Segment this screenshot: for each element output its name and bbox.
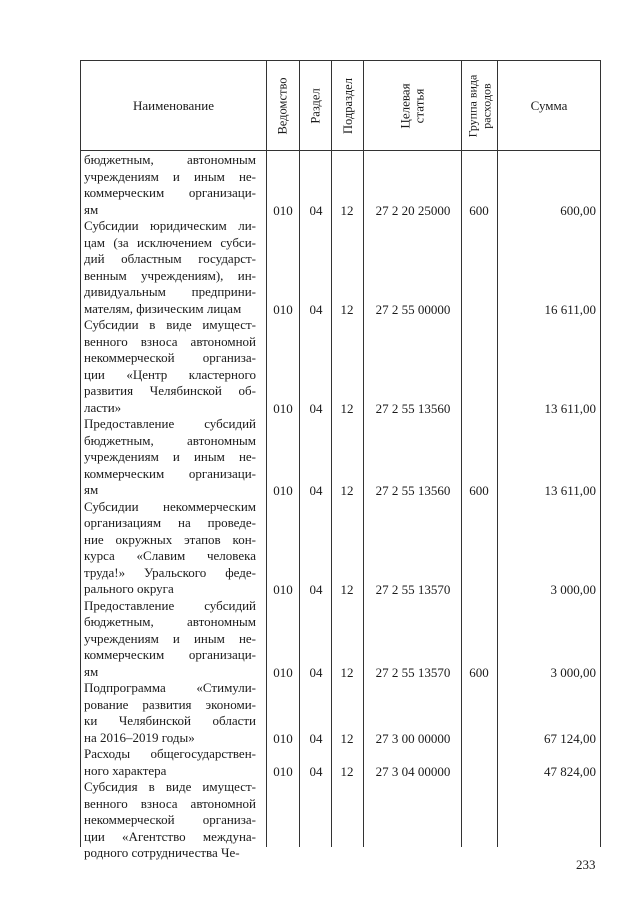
row-razdel: 04 xyxy=(309,483,323,498)
row-name-line: ции «Агентство междуна- xyxy=(84,828,256,844)
row-vedomstvo: 010 xyxy=(273,202,293,218)
column-divider xyxy=(600,60,601,847)
row-name xyxy=(84,598,256,681)
header-razdel-label: Раздел xyxy=(308,87,323,124)
header-podrazdel-label: Подраздел xyxy=(340,77,355,134)
row-razdel: 04 xyxy=(309,400,323,416)
row-name-line: рование развития экономи- xyxy=(84,696,256,712)
row-name-line: Предоставление субсидий xyxy=(84,597,256,613)
row-name-line: коммерческим организаци- xyxy=(84,465,256,481)
row-name-line: рального округа xyxy=(84,581,174,596)
row-razdel: 04 xyxy=(309,301,323,317)
header-gruppa xyxy=(462,61,497,150)
row-summa: 67 124,00 xyxy=(544,730,596,746)
row-vedomstvo: 010 xyxy=(273,582,293,597)
column-divider xyxy=(363,60,364,847)
row-gruppa: 600 xyxy=(469,664,489,680)
row-podrazdel: 12 xyxy=(340,664,354,680)
row-summa: 3 000,00 xyxy=(550,582,596,597)
header-celevaya xyxy=(364,61,461,150)
row-name-line: учреждениям и иным не- xyxy=(84,449,256,464)
header-podrazdel xyxy=(332,61,363,150)
row-name-line: некоммерческой организа- xyxy=(84,812,256,827)
row-gruppa: 600 xyxy=(469,202,489,218)
row-name-line: организациям на проведе- xyxy=(84,515,256,530)
header-vedomstvo-label: Ведомство xyxy=(276,76,290,135)
row-summa: 16 611,00 xyxy=(544,301,596,317)
header-gruppa-line: расходов xyxy=(479,82,494,129)
row-name-line: Подпрограмма «Стимули- xyxy=(84,680,256,695)
row-podrazdel: 12 xyxy=(340,301,354,317)
row-name-line: некоммерческой организа- xyxy=(84,350,256,365)
row-name-line: венного взноса автономной xyxy=(84,333,256,349)
header-name: Наименование xyxy=(133,98,214,113)
header-bottom-border xyxy=(80,150,600,151)
column-divider xyxy=(331,60,332,847)
row-podrazdel: 12 xyxy=(340,730,354,746)
row-name-line: мателям, физическим лицам xyxy=(84,300,242,316)
row-name-line: бюджетным, автономным xyxy=(84,432,256,448)
row-name-line: Предоставление субсидий xyxy=(84,416,256,431)
row-vedomstvo: 010 xyxy=(273,400,293,416)
row-podrazdel: 12 xyxy=(340,400,354,416)
row-celevaya: 27 2 20 25000 xyxy=(375,202,451,218)
header-gruppa-line: Группа вида xyxy=(465,74,480,137)
row-name-line: бюджетным, автономным xyxy=(84,614,256,629)
column-divider xyxy=(80,60,81,847)
row-celevaya: 27 3 04 00000 xyxy=(375,763,451,779)
row-summa: 47 824,00 xyxy=(544,763,596,779)
row-name-line: бюджетным, автономным xyxy=(84,152,256,167)
row-celevaya: 27 2 55 13570 xyxy=(375,582,451,597)
row-summa: 3 000,00 xyxy=(550,664,596,680)
row-name-line: Субсидия в виде имущест- xyxy=(84,779,256,794)
row-name-line: коммерческим организаци- xyxy=(84,647,256,662)
row-vedomstvo: 010 xyxy=(273,301,293,317)
header-gruppa-label xyxy=(466,74,494,137)
row-celevaya: 27 2 55 00000 xyxy=(375,301,451,317)
row-summa: 13 611,00 xyxy=(544,400,596,416)
row-name-line: учреждениям и иным не- xyxy=(84,168,256,184)
row-name-line: ям xyxy=(84,663,99,679)
row-podrazdel: 12 xyxy=(340,763,354,779)
header-summa: Сумма xyxy=(530,98,568,113)
row-name-line: Расходы общегосударствен- xyxy=(84,746,256,761)
row-name xyxy=(84,416,256,499)
row-name-line: ного характера xyxy=(84,762,167,778)
row-razdel: 04 xyxy=(309,202,323,218)
row-gruppa: 600 xyxy=(469,483,489,498)
row-name-line: родного сотрудничества Че- xyxy=(84,845,240,860)
row-razdel: 04 xyxy=(309,664,323,680)
row-name-line: дий областным государст- xyxy=(84,251,256,266)
column-divider xyxy=(461,60,462,847)
row-name-line: дивидуальным предприни- xyxy=(84,284,256,299)
row-summa: 13 611,00 xyxy=(544,483,596,498)
row-name-line: венным учреждениям), ин- xyxy=(84,267,256,283)
row-razdel: 04 xyxy=(309,582,323,597)
row-name-line: ласти» xyxy=(84,399,122,415)
row-name-line: цам (за исключением субси- xyxy=(84,234,256,250)
row-podrazdel: 12 xyxy=(340,483,354,498)
row-vedomstvo: 010 xyxy=(273,664,293,680)
row-name-line: Субсидии в виде имущест- xyxy=(84,317,256,332)
row-name-line: ям xyxy=(84,201,99,217)
column-divider xyxy=(497,60,498,847)
row-podrazdel: 12 xyxy=(340,202,354,218)
header-celevaya-label xyxy=(398,83,426,128)
row-celevaya: 27 3 00 00000 xyxy=(375,730,451,746)
row-name xyxy=(84,499,256,598)
row-name-line: коммерческим организаци- xyxy=(84,185,256,200)
row-celevaya: 27 2 55 13570 xyxy=(375,664,451,680)
row-name-line: на 2016–2019 годы» xyxy=(84,729,195,745)
column-divider xyxy=(266,60,267,847)
row-name-line: ки Челябинской области xyxy=(84,713,256,728)
row-name xyxy=(84,680,256,746)
row-razdel: 04 xyxy=(309,730,323,746)
row-name-line: ции «Центр кластерного xyxy=(84,366,256,382)
row-vedomstvo: 010 xyxy=(273,763,293,779)
column-divider xyxy=(299,60,300,847)
row-name-line: ние окружных этапов кон- xyxy=(84,531,256,547)
row-name xyxy=(84,779,256,862)
row-name-line: курса «Славим человека xyxy=(84,548,256,563)
header-razdel xyxy=(300,61,331,150)
row-name-line: ям xyxy=(84,482,99,497)
row-name-line: учреждениям и иным не- xyxy=(84,630,256,646)
header-celevaya-line: Целевая xyxy=(397,82,413,129)
row-celevaya: 27 2 55 13560 xyxy=(375,400,451,416)
row-name xyxy=(84,317,256,416)
row-razdel: 04 xyxy=(309,763,323,779)
row-summa: 600,00 xyxy=(560,202,596,218)
row-name xyxy=(84,218,256,317)
header-vedomstvo xyxy=(267,61,299,150)
row-celevaya: 27 2 55 13560 xyxy=(375,483,451,498)
row-name-line: венного взноса автономной xyxy=(84,795,256,811)
row-name xyxy=(84,152,256,218)
row-vedomstvo: 010 xyxy=(273,730,293,746)
row-name-line: труда!» Уральского феде- xyxy=(84,564,256,580)
header-celevaya-line: статья xyxy=(411,88,427,123)
row-name-line: развития Челябинской об- xyxy=(84,383,256,398)
row-name-line: Субсидии юридическим ли- xyxy=(84,218,256,233)
row-podrazdel: 12 xyxy=(340,582,354,597)
row-name xyxy=(84,746,256,779)
row-vedomstvo: 010 xyxy=(273,483,293,498)
row-name-line: Субсидии некоммерческим xyxy=(84,498,256,514)
page-number: 233 xyxy=(576,857,596,872)
